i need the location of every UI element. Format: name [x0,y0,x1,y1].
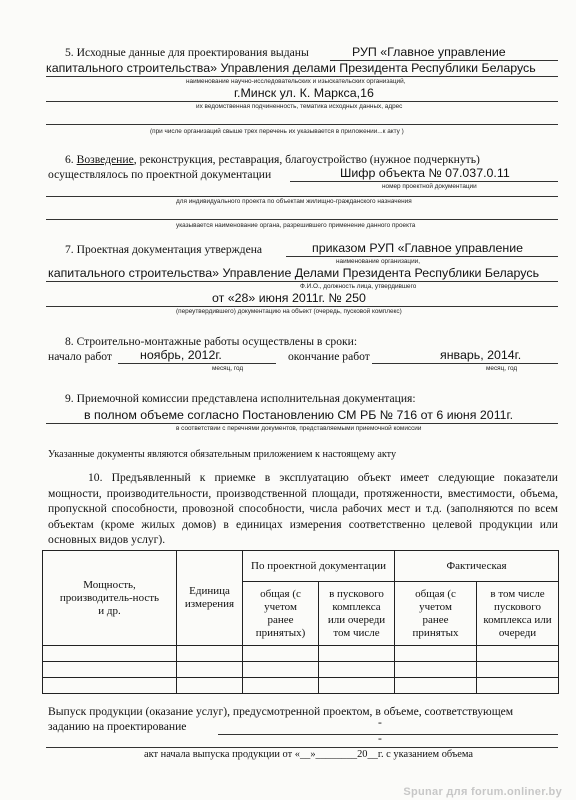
s5-value-3: г.Минск ул. К. Маркса,16 [234,86,374,100]
s5-label: 5. Исходные данные для проектирования выданы [65,46,309,59]
s8-end-line [372,363,558,364]
s6-caption-2: для индивидуального проекта по объектам жилищно-гражданского назначения [176,198,412,205]
s8-end-caption: месяц, год [486,365,518,372]
table-row [43,646,559,662]
s6-line-1 [65,153,480,167]
col-unit-header: Единица измерения [177,551,243,646]
s9-value: в полном объеме согласно Постановлению СМ РБ № 716 от 6 июня 2011г. [84,408,514,422]
s6-rest: , реконструкция, реставрация, благоустройство (нужное подчеркнуть) [133,153,480,166]
output-dash-1: - [378,716,382,729]
s6-line-a [290,181,558,182]
group-project-header: По проектной документации [243,551,395,582]
table-row [43,662,559,678]
s5-value-1: РУП «Главное управление [352,45,506,59]
s8-start-line [118,363,276,364]
s5-value-2: капитального строительства» Управления делами Президента Республики Беларусь [46,61,536,75]
s6-caption-3: указывается наименование органа, разрешившего применение данного проекта [176,222,416,229]
s7-line-1 [286,256,558,257]
s5-caption-3: (при числе организаций свыше трех перечень их указывается в приложении...к акту ) [150,128,404,135]
s5-caption-1: наименование научно-исследовательских и изыскательских организаций, [186,78,406,85]
s8-start-caption: месяц, год [212,365,244,372]
s7-value-3: от «28» июня 2011г. № 250 [212,291,366,305]
s9-label: 9. Приемочной комиссии представлена исполнительная документация: [65,392,416,405]
s6-line-2: осуществлялось по проектной документации [48,168,272,181]
s7-line-3 [46,306,558,307]
s8-label: 8. Строительно-монтажные работы осуществлены в сроки: [65,335,358,348]
s8-end-value: январь, 2014г. [440,348,522,362]
table-row [43,678,559,694]
sub-actual-total: общая (с учетом ранее принятых [395,582,477,646]
capacity-table [42,550,559,694]
s6-line-c [46,219,558,220]
documents-note: Указанные документы являются обязательным приложением к настоящему акту [48,449,397,460]
s6-caption-1: номер проектной документации [382,183,477,190]
s7-caption-3: (переутвердившего) документацию на объект (очередь, пусковой комплекс) [176,308,402,315]
group-actual-header: Фактическая [395,551,559,582]
s6-line-b [46,196,558,197]
s8-start-value: ноябрь, 2012г. [140,348,222,362]
output-act: акт начала выпуска продукции от «__»________20__г. с указанием объема [144,749,474,760]
sub-actual-complex: в том числе пускового комплекса или очереди [477,582,559,646]
output-line-1: Выпуск продукции (оказание услуг), предусмотренной проектом, в объеме, соответствующем [48,705,514,718]
s5-line-4 [46,124,558,125]
output-dash-2: - [378,732,382,745]
s5-line-2 [46,76,558,77]
s7-label: 7. Проектная документация утверждена [65,243,263,256]
s7-value-1: приказом РУП «Главное управление [312,241,524,255]
s9-caption: в соответствии с перечнями документов, представляемыми приемочной комиссии [176,425,422,432]
watermark: Spunar для forum.onliner.by [403,786,562,798]
sub-project-complex: в пускового комплекса или очереди том числе [319,582,395,646]
s9-line [46,423,558,424]
s7-value-2: капитального строительства» Управление Делами Президента Республики Беларусь [48,266,540,280]
s6-code: Шифр объекта № 07.037.0.11 [340,166,510,180]
col-capacity-header: Мощность, производитель-ность и др. [43,551,177,646]
s6-num: 6. [65,153,74,166]
sub-project-total: общая (с учетом ранее принятых) [243,582,319,646]
s8-start-label: начало работ [48,350,112,363]
s5-caption-2: их ведомственная подчиненность, тематика исходных данных, адрес [196,103,403,110]
s8-end-label: окончание работ [288,350,370,363]
output-line-2: заданию на проектирование [48,720,187,733]
s7-line-2 [46,281,558,282]
s7-caption-2: Ф.И.О., должность лица, утвердившего [300,283,417,290]
output-line-a [218,734,558,735]
s10-text: 10. Предъявленный к приемке в эксплуатацию объект имеет следующие показатели мощности, производительности, производственной площади, протяженности, вместимости, объема, пропускной способности, провозной способности, числа рабочих мест и т.д. (заполняются по всем объектам (кроме жилых домов) в единицах измерения соответственно целевой продукции или основных видов услуг). [48,471,558,546]
s5-line-3 [46,101,558,102]
s6-underlined: Возведение [76,153,134,166]
s7-caption-1: наименование организации, [336,258,421,265]
